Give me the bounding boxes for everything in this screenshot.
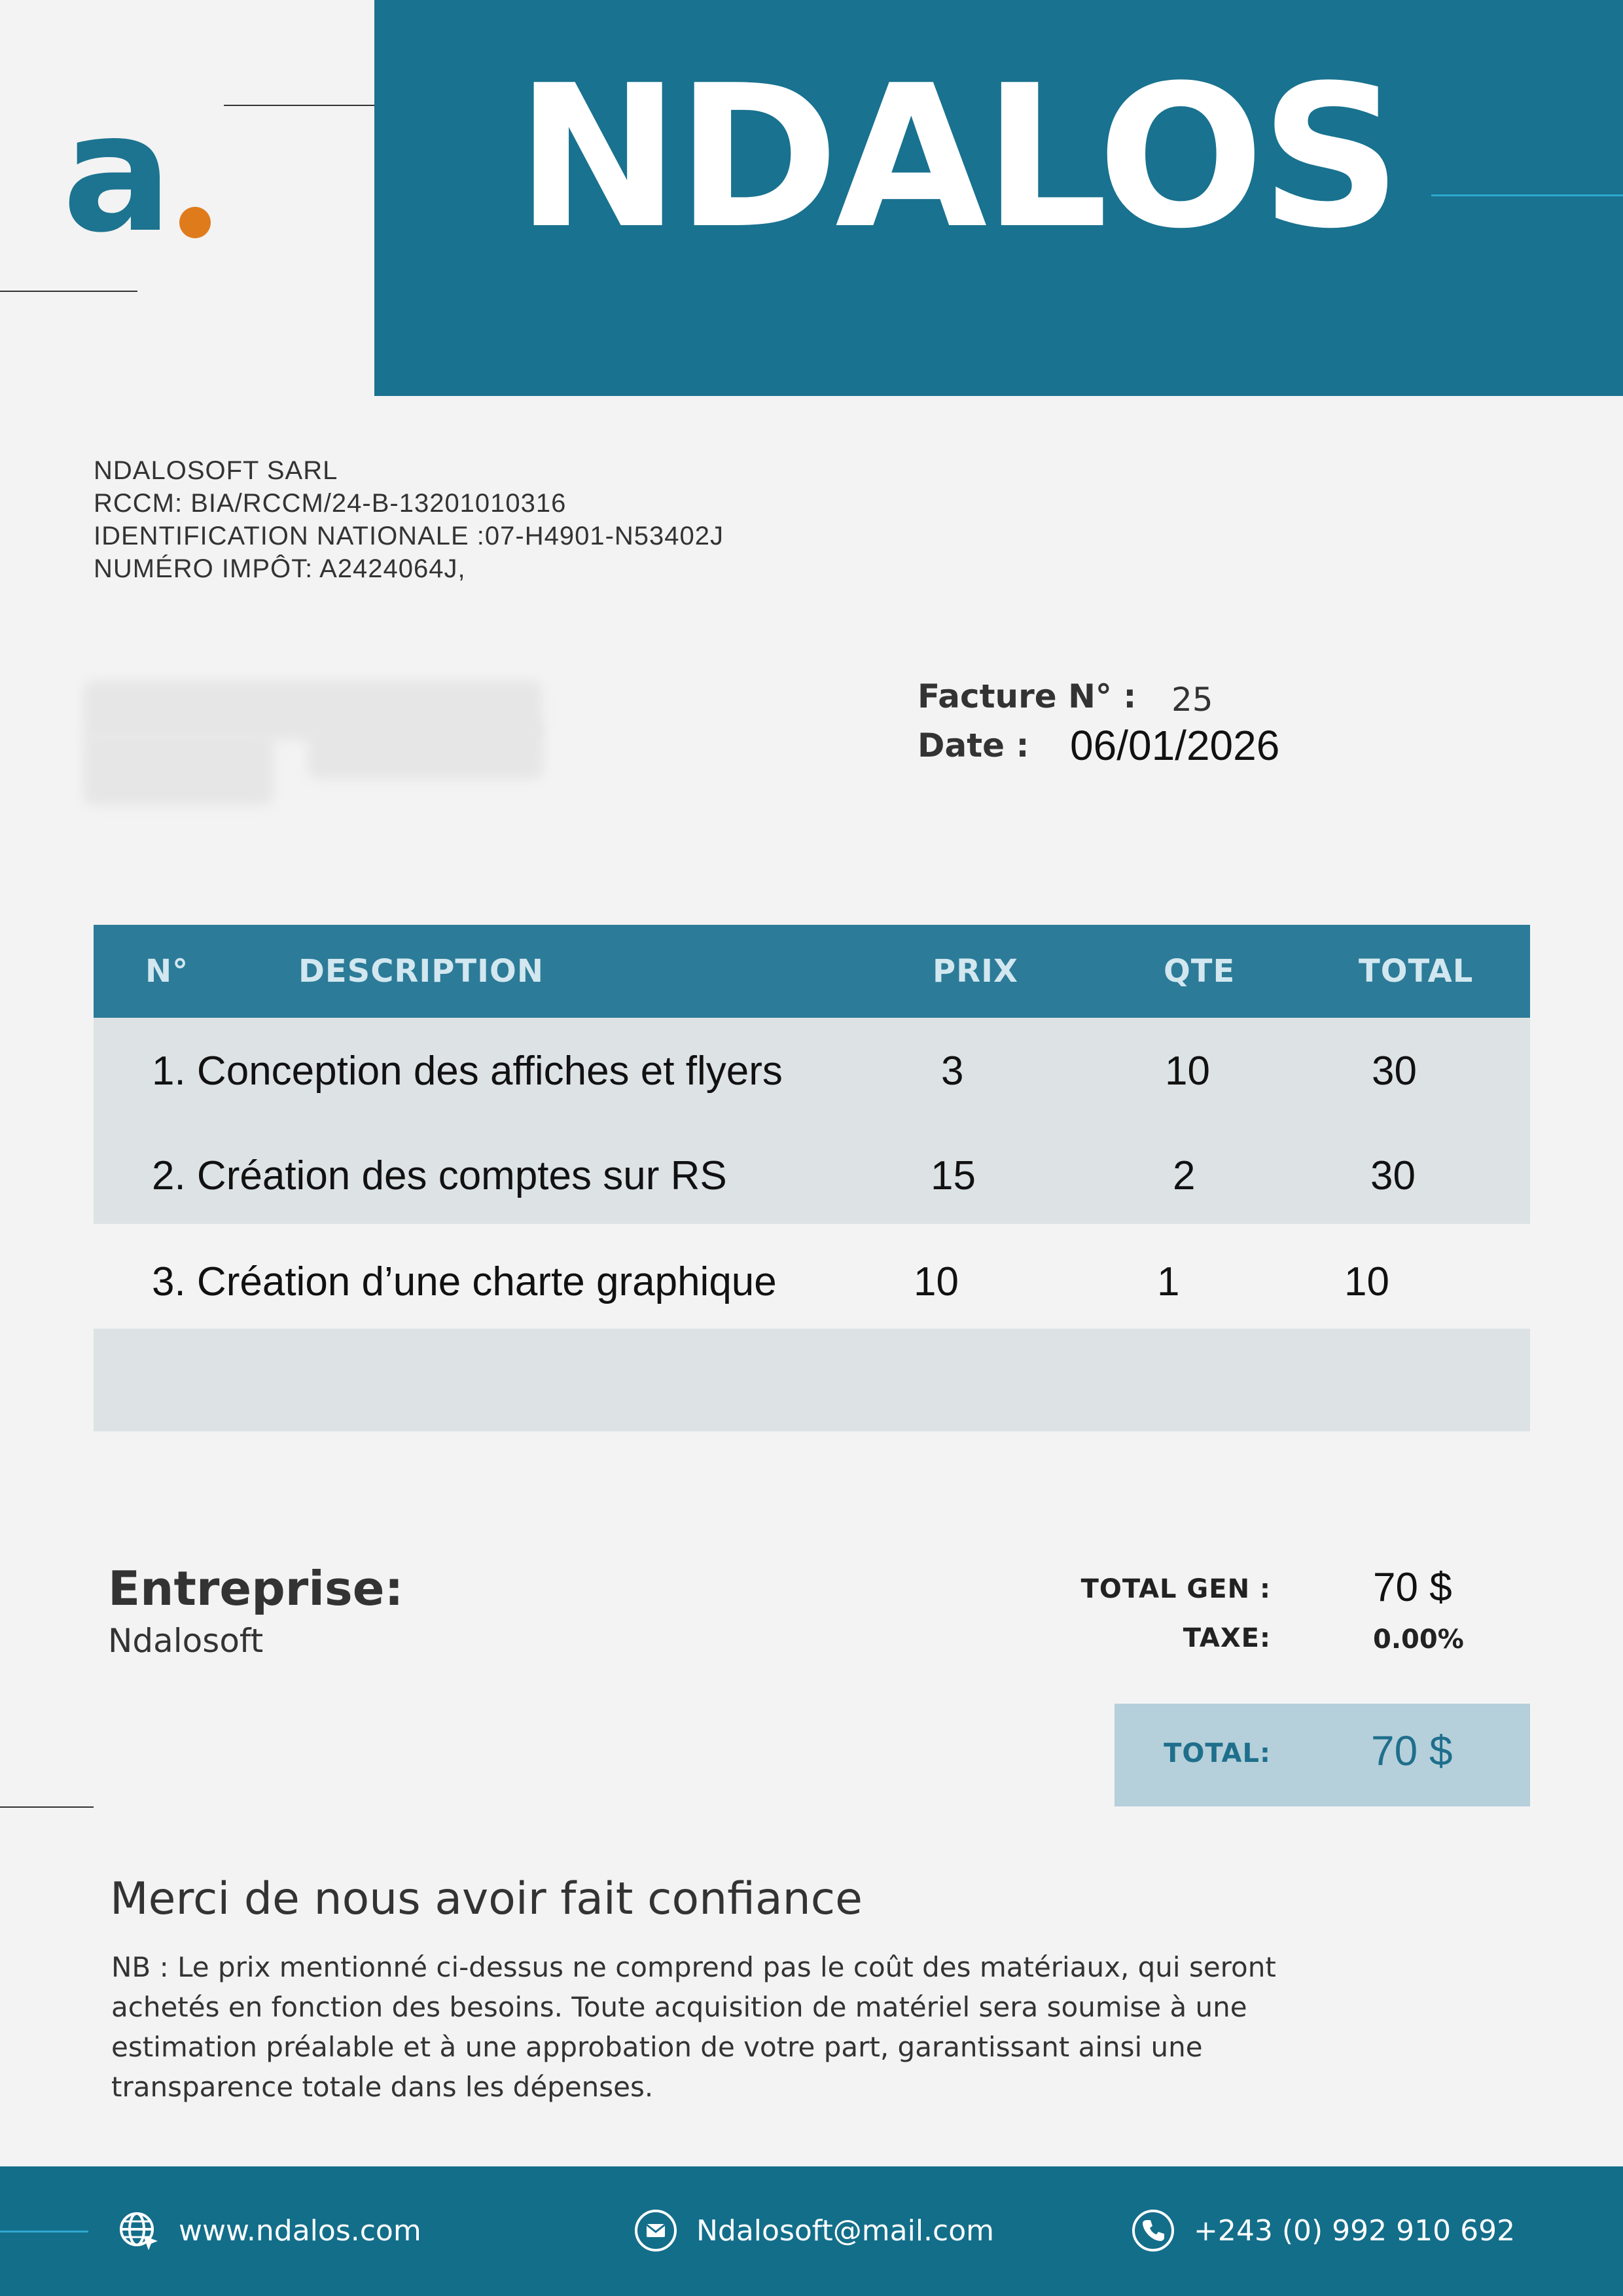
- phone-icon: [1130, 2207, 1177, 2254]
- footer-email[interactable]: [632, 2198, 994, 2263]
- invoice-number: 25: [1171, 681, 1213, 719]
- company-national-id: IDENTIFICATION NATIONALE :07-H4901-N53402J: [94, 522, 724, 550]
- row-total: 30: [1372, 1048, 1417, 1094]
- decorative-rule: [1431, 194, 1623, 196]
- company-info: [94, 454, 944, 585]
- website-text: www.ndalos.com: [179, 2214, 421, 2248]
- decorative-rule: [0, 291, 137, 292]
- company-rccm: RCCM: BIA/RCCM/24-B-13201010316: [94, 489, 567, 518]
- column-header-total: TOTAL: [1359, 953, 1474, 990]
- row-price: 15: [931, 1153, 976, 1198]
- tax-value: 0.00%: [1373, 1624, 1464, 1655]
- email-text: Ndalosoft@mail.com: [696, 2214, 994, 2248]
- logo-dot: [179, 207, 211, 238]
- row-total: 30: [1370, 1153, 1416, 1198]
- column-header-qty: QTE: [1164, 953, 1236, 990]
- grand-total-value: 70 $: [1371, 1727, 1453, 1774]
- enterprise-name: Ndalosoft: [108, 1622, 264, 1660]
- row-qty: 10: [1165, 1048, 1210, 1094]
- column-header-number: N°: [145, 953, 189, 990]
- thanks-title: Merci de nous avoir fait confiance: [110, 1873, 863, 1925]
- decorative-rule: [0, 2231, 88, 2233]
- invoice-number-label: Facture N° :: [918, 677, 1137, 715]
- row-qty: 2: [1173, 1153, 1196, 1198]
- mail-icon: [632, 2207, 679, 2254]
- column-header-description: DESCRIPTION: [298, 953, 544, 990]
- enterprise-label: Entreprise:: [108, 1561, 404, 1616]
- footer-website[interactable]: [115, 2198, 421, 2263]
- redacted-client-info: [84, 733, 274, 805]
- brand-name: NDALOS: [516, 43, 1398, 272]
- redacted-client-info: [308, 720, 543, 779]
- column-header-price: PRIX: [933, 953, 1019, 990]
- row-price: 10: [914, 1259, 959, 1304]
- tax-label: TAXE:: [1183, 1623, 1271, 1653]
- row-description: 2. Création des comptes sur RS: [152, 1153, 727, 1198]
- table-empty-row: [94, 1329, 1530, 1431]
- grand-total-label: TOTAL:: [1164, 1738, 1271, 1768]
- globe-icon: [115, 2207, 162, 2254]
- logo-letter: a: [62, 78, 173, 268]
- row-description: 3. Création d’une charte graphique: [152, 1259, 777, 1304]
- invoice-date: 06/01/2026: [1070, 722, 1280, 769]
- phone-text: +243 (0) 992 910 692: [1194, 2214, 1516, 2248]
- row-description: 1. Conception des affiches et flyers: [152, 1048, 783, 1094]
- row-price: 3: [941, 1048, 964, 1094]
- thanks-note: NB : Le prix mentionné ci-dessus ne comprend pas le coût des matériaux, qui seront achetés en fonction des besoins. Toute acquisition de matériel sera soumise à une estimation préalable et à une approbation de votre part, garantissant ainsi une transparence totale dans les dépenses.: [111, 1951, 1276, 2103]
- invoice-date-label: Date :: [918, 726, 1029, 764]
- decorative-rule: [224, 105, 374, 106]
- row-qty: 1: [1157, 1259, 1180, 1304]
- total-gen-label: TOTAL GEN :: [1080, 1574, 1271, 1604]
- company-name: NDALOSOFT SARL: [94, 456, 338, 485]
- total-gen-value: 70 $: [1373, 1565, 1452, 1610]
- footer-phone[interactable]: [1130, 2198, 1515, 2263]
- row-total: 10: [1344, 1259, 1389, 1304]
- company-tax-number: NUMÉRO IMPÔT: A2424064J,: [94, 554, 466, 583]
- decorative-rule: [0, 1806, 94, 1808]
